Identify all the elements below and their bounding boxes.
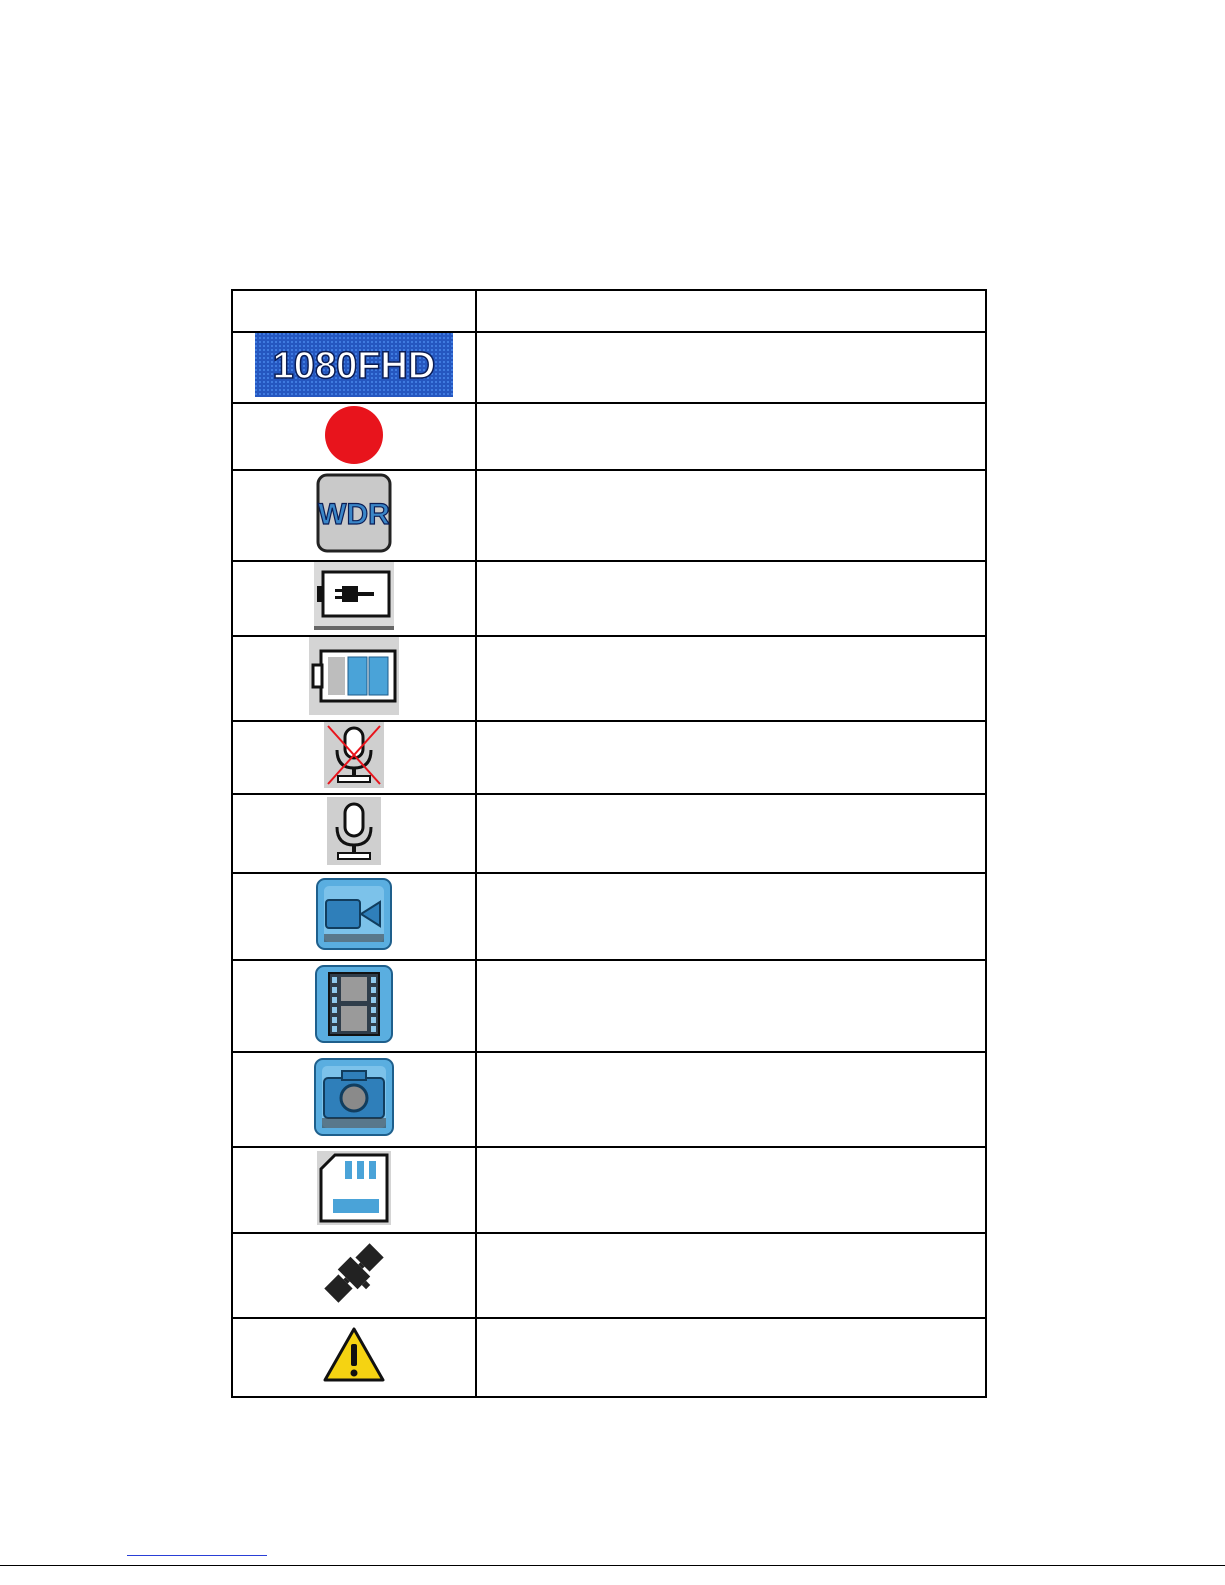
page-bottom-rule: [0, 1565, 1225, 1566]
icon-cell: [232, 1318, 476, 1397]
table-row: [232, 1233, 986, 1318]
table-row: [232, 1318, 986, 1397]
gps-satellite-icon: [318, 1237, 390, 1309]
description-cell: [476, 873, 986, 960]
icon-cell: [232, 403, 476, 470]
table-row: [232, 1052, 986, 1147]
icon-cell: [232, 1147, 476, 1233]
table-row: [232, 721, 986, 794]
description-cell: [476, 1318, 986, 1397]
icon-cell: [232, 873, 476, 960]
icon-cell: [232, 960, 476, 1052]
sd-card-icon: [317, 1151, 391, 1225]
description-cell: [476, 561, 986, 636]
icon-description-table: [231, 289, 987, 1398]
wdr-icon: [315, 472, 393, 554]
icon-cell: [232, 561, 476, 636]
footnote-link-underline: [127, 1555, 267, 1556]
table-row: [232, 1147, 986, 1233]
description-cell: [476, 721, 986, 794]
table-header-row: [232, 290, 986, 332]
icon-cell: [232, 470, 476, 561]
icon-cell: [232, 1052, 476, 1147]
table-row: [232, 403, 986, 470]
icon-cell: [232, 721, 476, 794]
recording-dot-icon: [322, 404, 386, 464]
table-row: [232, 960, 986, 1052]
icon-cell: [232, 1233, 476, 1318]
fhd-label: 1080FHD: [272, 345, 436, 387]
table-row: [232, 794, 986, 873]
playback-mode-icon: [315, 965, 393, 1043]
icon-cell: [232, 332, 476, 403]
description-cell: [476, 1052, 986, 1147]
description-cell: [476, 470, 986, 561]
description-cell: [476, 403, 986, 470]
microphone-on-icon: [327, 797, 381, 865]
description-cell: [476, 1233, 986, 1318]
header-icon-cell: [232, 290, 476, 332]
icon-cell: [232, 636, 476, 721]
table-row: [232, 470, 986, 561]
warning-icon: [322, 1326, 386, 1384]
table-row: [232, 636, 986, 721]
external-power-icon: [314, 562, 394, 630]
header-description-cell: [476, 290, 986, 332]
photo-mode-icon: [314, 1058, 394, 1136]
wdr-label: WDR: [318, 498, 390, 531]
battery-level-icon: [309, 637, 399, 715]
table-row: [232, 873, 986, 960]
description-cell: [476, 960, 986, 1052]
table-row: [232, 561, 986, 636]
description-cell: [476, 332, 986, 403]
video-mode-icon: [316, 878, 392, 950]
table-row: [232, 332, 986, 403]
description-cell: [476, 636, 986, 721]
microphone-off-icon: [324, 722, 384, 788]
description-cell: [476, 1147, 986, 1233]
icon-cell: [232, 794, 476, 873]
description-cell: [476, 794, 986, 873]
resolution-1080fhd-icon: [255, 333, 453, 397]
